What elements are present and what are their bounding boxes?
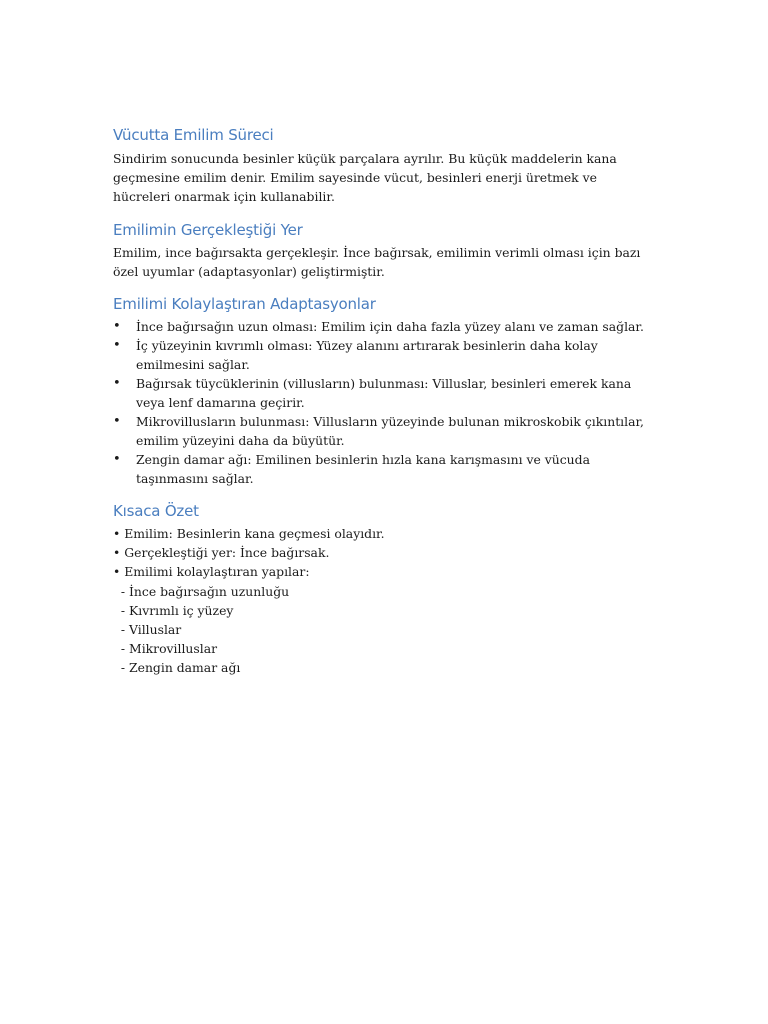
adaptations-list [113,317,653,488]
summary-line: • Gerçekleştiği yer: İnce bağırsak. [113,545,330,561]
list-item-text: Mikrovillusların bulunması: Villusların yüzeyinde bulunan mikroskobik çıkıntılar, emilim yüzeyini daha da büyütür. [136,414,644,449]
summary-line: • Emilim: Besinlerin kana geçmesi olayıdır. [113,526,385,542]
list-item [113,336,653,374]
summary-line: • Emilimi kolaylaştıran yapılar: [113,564,310,580]
list-item [113,317,653,336]
location-heading: Emilimin Gerçekleştiği Yer [113,220,303,239]
list-item-text: İnce bağırsağın uzun olması: Emilim için daha fazla yüzey alanı ve zaman sağlar. [136,319,644,335]
bullet-icon: • [113,338,121,354]
list-item-text: Zengin damar ağı: Emilinen besinlerin hızla kana karışmasını ve vücuda taşınmasını sağlar. [136,452,590,487]
adaptations-heading: Emilimi Kolaylaştıran Adaptasyonlar [113,295,376,314]
location-paragraph: Emilim, ince bağırsakta gerçekleşir. İnce bağırsak, emilimin verimli olması için bazı özel uyumlar (adaptasyonlar) geliştirmiştir. [113,244,641,279]
summary-line: - Kıvrımlı iç yüzey [113,602,234,618]
summary-line: - İnce bağırsağın uzunluğu [113,583,290,599]
list-item [113,374,653,412]
bullet-icon: • [113,376,121,392]
bullet-icon: • [113,414,121,430]
bullet-icon: • [113,452,121,468]
document-title: Vücutta Emilim Süreci [113,126,274,144]
summary-heading: Kısaca Özet [113,502,199,521]
summary-line: - Mikrovilluslar [113,641,218,657]
summary-line: - Zengin damar ağı [113,660,241,676]
intro-paragraph: Sindirim sonucunda besinler küçük parçalara ayrılır. Bu küçük maddelerin kana geçmesine emilim denir. Emilim sayesinde vücut, besinleri enerji üretmek ve hücreleri onarmak için kullanabilir. [113,151,617,205]
summary-line: - Villuslar [113,622,182,638]
summary-block [113,524,653,678]
list-item-text: İç yüzeyinin kıvrımlı olması: Yüzey alanını artırarak besinlerin daha kolay emilmesini sağlar. [136,338,598,373]
list-item [113,412,653,450]
list-item-text: Bağırsak tüycüklerinin (villusların) bulunması: Villuslar, besinleri emerek kana veya lenf damarına geçirir. [136,376,632,411]
list-item [113,450,653,488]
document-page [113,124,653,678]
bullet-icon: • [113,319,121,335]
